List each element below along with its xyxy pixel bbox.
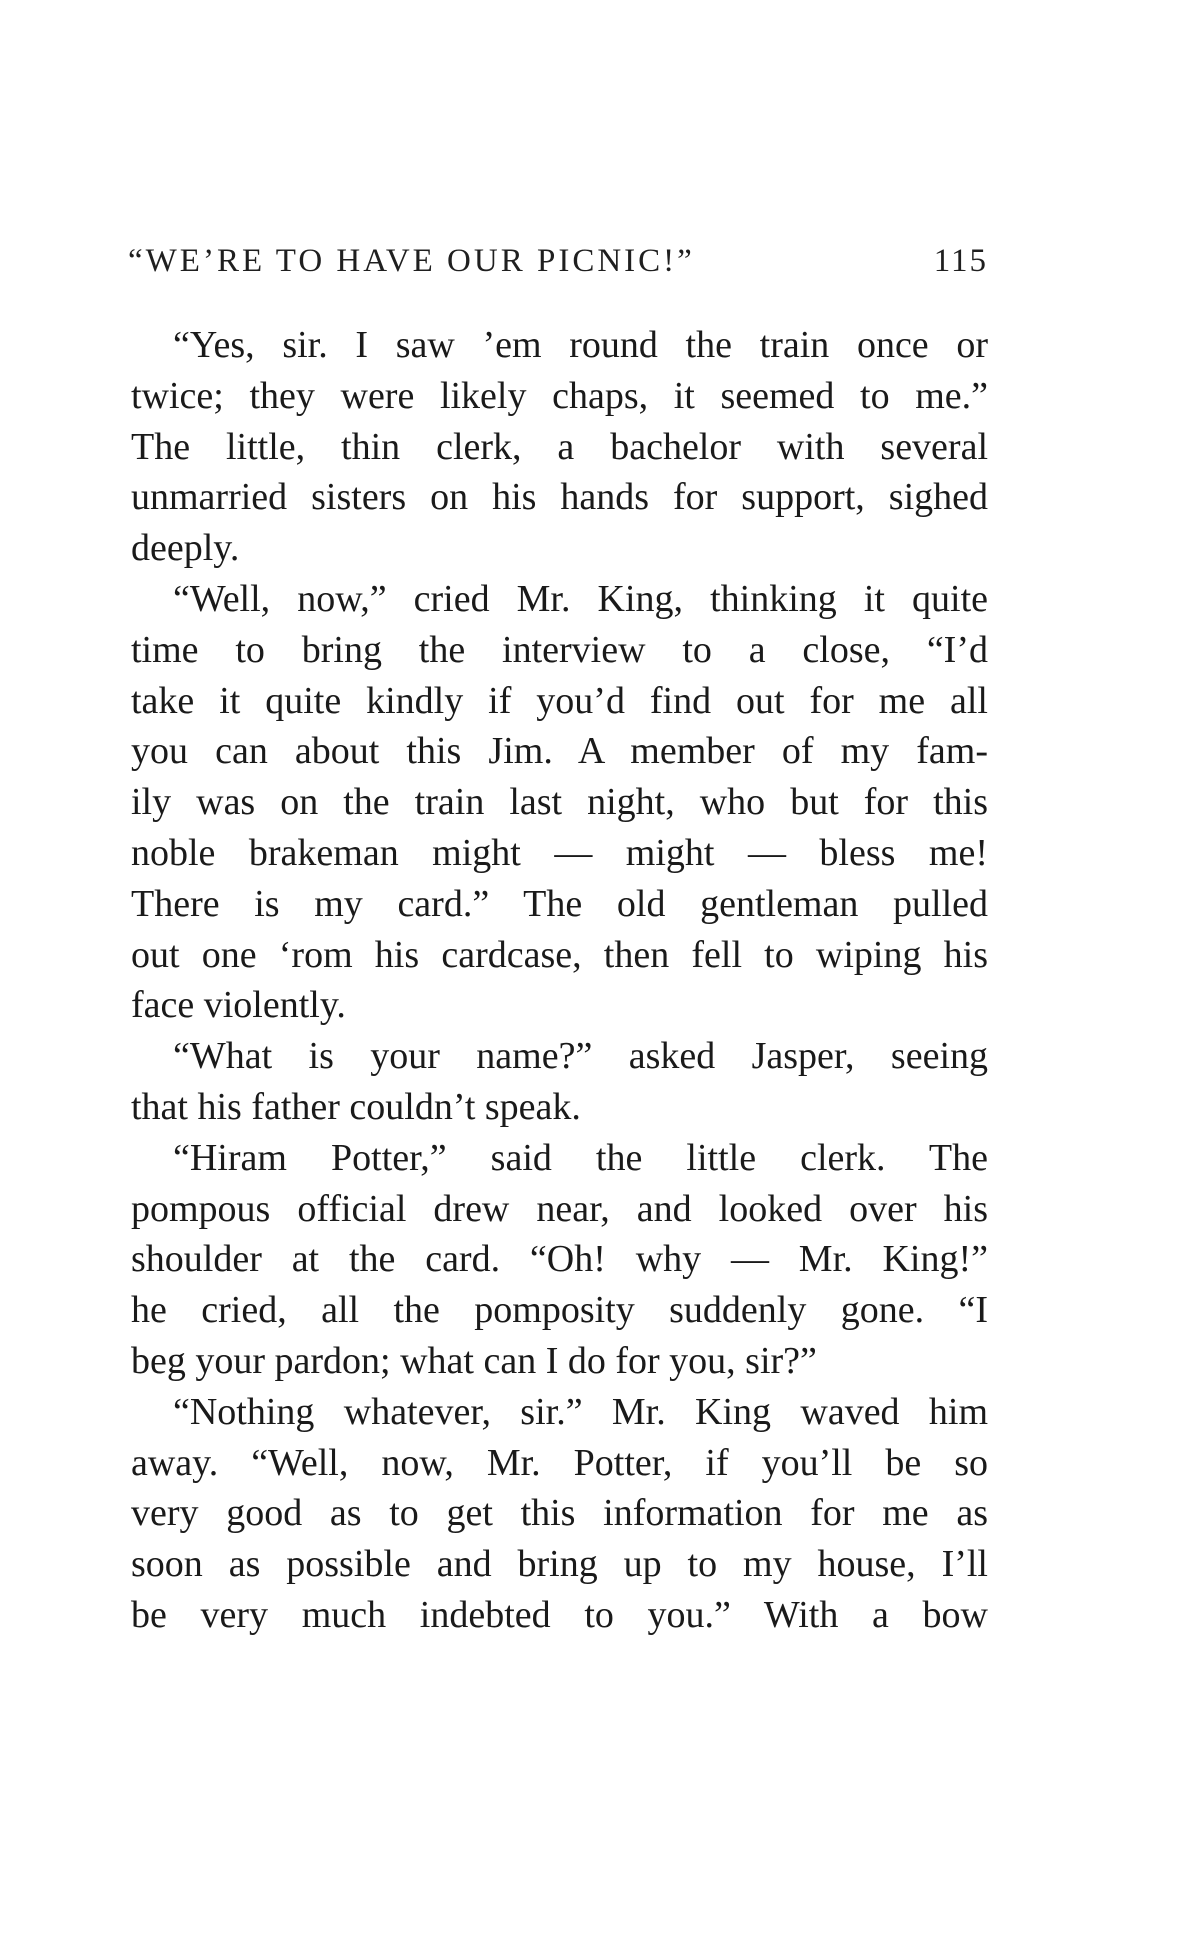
body-text	[131, 320, 988, 1641]
text-line: ily was on the train last night, who but for this	[131, 781, 988, 824]
text-line: unmarried sisters on his hands for support, sighed	[131, 476, 988, 519]
text-line: take it quite kindly if you’d find out for me all	[131, 679, 988, 722]
text-line: shoulder at the card. “Oh! why — Mr. King!”	[131, 1238, 988, 1281]
text-line: time to bring the interview to a close, “I’d	[131, 628, 988, 671]
running-head	[128, 236, 988, 286]
text-line: “What is your name?” asked Jasper, seeing	[173, 1035, 988, 1078]
text-line: The little, thin clerk, a bachelor with several	[131, 425, 988, 468]
text-line: noble brakeman might — might — bless me!	[131, 831, 988, 874]
text-line: beg your pardon; what can I do for you, sir?”	[131, 1339, 817, 1382]
text-line: There is my card.” The old gentleman pulled	[131, 882, 988, 925]
text-line: twice; they were likely chaps, it seemed to me.”	[131, 374, 988, 417]
text-line: very good as to get this information for me as	[131, 1492, 988, 1535]
text-line: out one ‘rom his cardcase, then fell to wiping his	[131, 933, 988, 976]
text-line: face violently.	[131, 984, 346, 1027]
text-line: “Well, now,” cried Mr. King, thinking it quite	[173, 577, 988, 620]
text-line: “Yes, sir. I saw ’em round the train once or	[173, 324, 988, 366]
text-line: he cried, all the pomposity suddenly gone. “I	[131, 1289, 988, 1332]
page-number: 115	[933, 243, 988, 279]
text-line: be very much indebted to you.” With a bow	[131, 1593, 988, 1636]
running-title: “WE’RE TO HAVE OUR PICNIC!”	[128, 243, 695, 279]
text-line: you can about this Jim. A member of my fam-	[131, 730, 988, 773]
text-line: that his father couldn’t speak.	[131, 1085, 581, 1128]
text-line: deeply.	[131, 527, 240, 570]
text-line: “Nothing whatever, sir.” Mr. King waved him	[173, 1390, 988, 1433]
text-line: soon as possible and bring up to my house, I’ll	[131, 1543, 988, 1586]
text-line: “Hiram Potter,” said the little clerk. The	[173, 1136, 988, 1179]
text-line: pompous official drew near, and looked over his	[131, 1187, 988, 1230]
text-line: away. “Well, now, Mr. Potter, if you’ll be so	[131, 1441, 988, 1484]
